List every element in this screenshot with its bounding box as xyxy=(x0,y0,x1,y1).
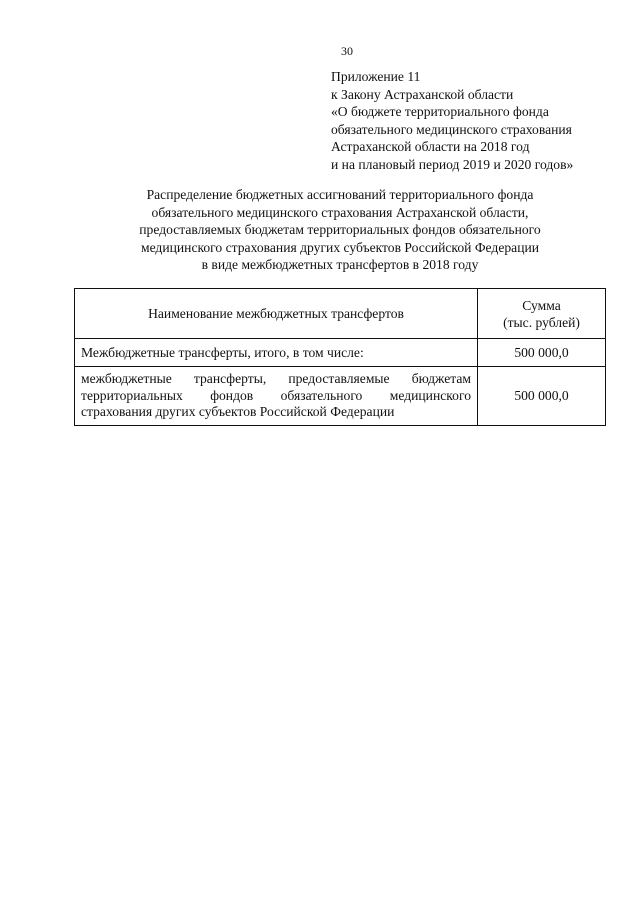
document-title xyxy=(70,186,610,274)
appendix-line: обязательного медицинского страхования xyxy=(331,121,572,137)
title-line: в виде межбюджетных трансфертов в 2018 году xyxy=(201,257,479,273)
header-sum-cell xyxy=(478,289,606,339)
appendix-line: «О бюджете территориального фонда xyxy=(331,104,549,119)
header-sum-unit: (тыс. рублей) xyxy=(503,314,580,330)
table-header-row xyxy=(75,289,606,339)
title-line: обязательного медицинского страхования Астраханской области, xyxy=(151,204,529,220)
table-row xyxy=(75,367,606,426)
row-name-cell: Межбюджетные трансферты, итого, в том числе: xyxy=(75,339,478,367)
appendix-line: Приложение 11 xyxy=(331,69,421,84)
row-sum-cell: 500 000,0 xyxy=(478,367,606,426)
row-sum-cell: 500 000,0 xyxy=(478,339,606,367)
appendix-line: и на плановый период 2019 и 2020 годов» xyxy=(331,156,574,172)
transfers-table xyxy=(74,288,606,426)
header-sum-label: Сумма xyxy=(522,297,561,313)
appendix-reference xyxy=(331,68,631,173)
table-row xyxy=(75,339,606,367)
title-line: Распределение бюджетных ассигнований территориального фонда xyxy=(146,187,534,202)
appendix-line: к Закону Астраханской области xyxy=(331,86,514,102)
header-name-cell: Наименование межбюджетных трансфертов xyxy=(75,289,478,339)
row-name-cell: межбюджетные трансферты, предоставляемые бюджетам территориальных фондов обязательного медицинского страхования других субъектов Российской Федерации xyxy=(75,367,478,426)
page-number: 30 xyxy=(341,44,353,58)
title-line: предоставляемых бюджетам территориальных фондов обязательного xyxy=(139,222,541,238)
title-line: медицинского страхования других субъектов Российской Федерации xyxy=(140,239,540,255)
appendix-line: Астраханской области на 2018 год xyxy=(331,139,530,154)
